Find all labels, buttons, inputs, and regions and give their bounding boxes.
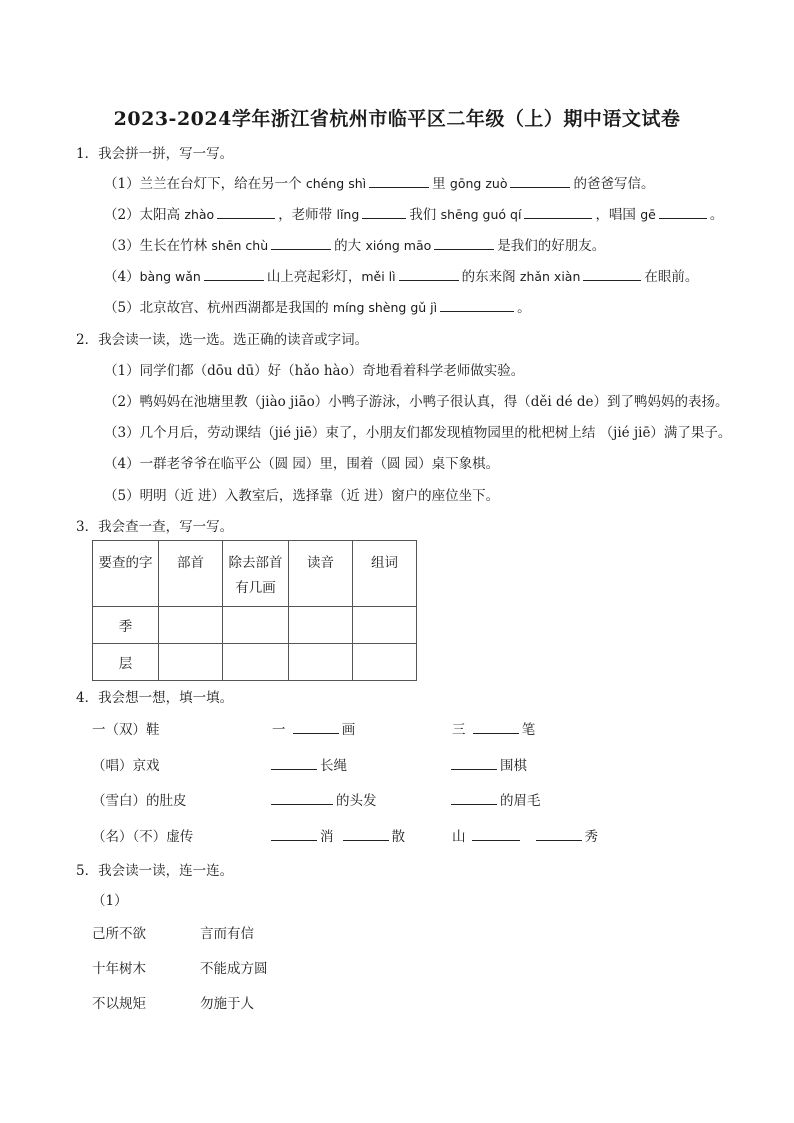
q1-item-3: （3）生长在竹林 shēn chù 的大 xióng māo 是我们的好朋友。 — [104, 238, 606, 254]
table-header: 要查的字 — [93, 541, 159, 607]
answer-blank[interactable] — [217, 206, 275, 219]
answer-blank[interactable] — [440, 299, 514, 312]
q1-heading: 1．我会拼一拼，写一写。 — [76, 146, 234, 162]
answer-blank[interactable] — [659, 206, 707, 219]
idiom-left[interactable]: 十年树木 — [92, 961, 146, 977]
answer-blank[interactable] — [583, 268, 641, 281]
table-header: 部首 — [159, 541, 223, 607]
answer-blank[interactable] — [271, 828, 317, 841]
answer-cell[interactable] — [159, 644, 223, 681]
q1-item-1: （1）兰兰在台灯下，给在另一个 chéng shì 里 gōng zuò 的爸爸写信。 — [104, 176, 655, 192]
answer-cell[interactable] — [289, 644, 353, 681]
q1-item-2: （2）太阳高 zhào ，老师带 lǐng 我们 shēng guó qí ，唱国 gē 。 — [104, 207, 724, 223]
idiom-left[interactable]: 己所不欲 — [92, 926, 146, 942]
answer-blank[interactable] — [472, 828, 520, 841]
answer-blank[interactable] — [536, 828, 582, 841]
q2-item-4: （4）一群老爷爷在临平公（圆 园）里，围着（圆 园）桌下象棋。 — [104, 456, 500, 472]
q5-sub-label: （1） — [92, 893, 128, 909]
answer-blank[interactable] — [473, 721, 519, 734]
answer-blank[interactable] — [451, 757, 497, 770]
idiom-left[interactable]: 不以规矩 — [92, 996, 146, 1012]
q1-item-4: （4）bàng wǎn 山上亮起彩灯，měi lì 的东来阁 zhǎn xiàn 在眼前。 — [104, 269, 699, 285]
q4-heading: 4．我会想一想，填一填。 — [76, 690, 234, 706]
idiom-right[interactable]: 勿施于人 — [200, 996, 254, 1012]
q4-r3-c: 的眉毛 — [448, 792, 541, 810]
table-header: 组词 — [353, 541, 417, 607]
lookup-char: 季 — [93, 607, 159, 644]
answer-blank[interactable] — [271, 792, 333, 805]
answer-blank[interactable] — [369, 175, 429, 188]
answer-blank[interactable] — [399, 268, 459, 281]
answer-cell[interactable] — [289, 607, 353, 644]
answer-cell[interactable] — [159, 607, 223, 644]
q4-r1-b: 一 画 — [272, 722, 356, 738]
lookup-char: 层 — [93, 644, 159, 681]
q4-r2-b: 长绳 — [268, 757, 347, 775]
q2-heading: 2．我会读一读，选一选。选正确的读音或字词。 — [76, 332, 369, 348]
q4-r2-c: 围棋 — [448, 757, 527, 775]
answer-blank[interactable] — [524, 206, 592, 219]
q1-item-5: （5）北京故宫、杭州西湖都是我国的 míng shèng gǔ jì 。 — [104, 300, 531, 316]
idiom-right[interactable]: 不能成方圆 — [200, 961, 268, 977]
answer-blank[interactable] — [271, 237, 331, 250]
answer-blank[interactable] — [451, 792, 497, 805]
answer-cell[interactable] — [353, 607, 417, 644]
answer-blank[interactable] — [271, 757, 317, 770]
q2-item-2: （2）鸭妈妈在池塘里教（jiào jiāo）小鸭子游泳，小鸭子很认真，得（děi dé de）到了鸭妈妈的表扬。 — [104, 394, 729, 410]
answer-cell[interactable] — [223, 644, 289, 681]
q4-r3-a: （雪白）的肚皮 — [92, 793, 187, 809]
q4-r2-a: （唱）京戏 — [92, 758, 160, 774]
q4-r1-a: 一（双）鞋 — [92, 722, 160, 738]
table-row — [93, 607, 417, 644]
answer-blank[interactable] — [510, 175, 570, 188]
q4-r4-b: 消 散 — [268, 828, 405, 846]
idiom-right[interactable]: 言而有信 — [200, 926, 254, 942]
q2-item-1: （1）同学们都（dōu dū）好（hǎo hào）奇地看着科学老师做实验。 — [104, 363, 525, 379]
q5-heading: 5．我会读一读，连一连。 — [76, 863, 234, 879]
q4-r4-a: （名）（不）虚传 — [92, 829, 194, 845]
answer-cell[interactable] — [353, 644, 417, 681]
answer-cell[interactable] — [223, 607, 289, 644]
table-row — [93, 644, 417, 681]
q4-r3-b: 的头发 — [268, 792, 377, 810]
page-title: 2023-2024学年浙江省杭州市临平区二年级（上）期中语文试卷 — [113, 108, 681, 130]
character-lookup-table — [92, 540, 417, 681]
table-header: 读音 — [289, 541, 353, 607]
answer-blank[interactable] — [434, 237, 494, 250]
answer-blank[interactable] — [204, 268, 264, 281]
q3-heading: 3．我会查一查，写一写。 — [76, 519, 234, 535]
q4-r1-c: 三 笔 — [452, 722, 536, 738]
answer-blank[interactable] — [293, 721, 339, 734]
answer-blank[interactable] — [343, 828, 389, 841]
q2-item-3: （3）几个月后，劳动课结（jié jiē）束了，小朋友们都发现植物园里的枇杷树上结 （jié jiē）满了果子。 — [104, 425, 732, 441]
q4-r4-c: 山 秀 — [452, 829, 598, 845]
table-header: 除去部首有几画 — [223, 541, 289, 607]
q2-item-5: （5）明明（近 进）入教室后，选择靠（近 进）窗户的座位坐下。 — [104, 488, 500, 504]
answer-blank[interactable] — [362, 206, 406, 219]
